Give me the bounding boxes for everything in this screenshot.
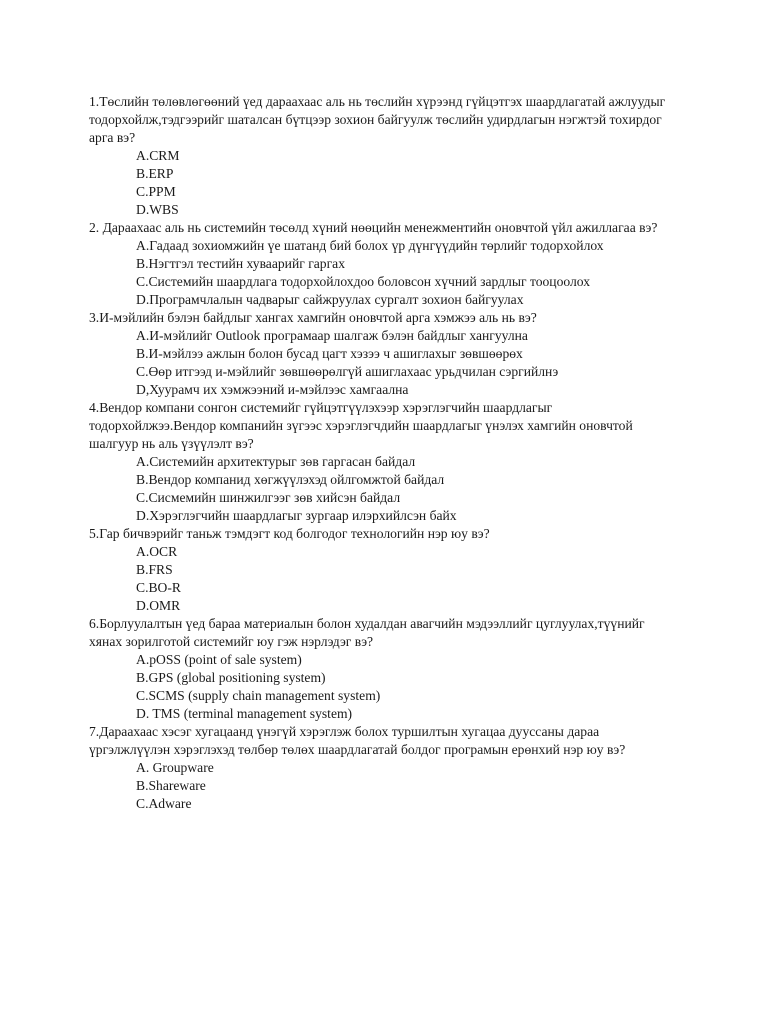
option-a: A.И-мэйлийг Outlook програмаар шалгаж бэлэн байдлыг хангуулна <box>136 328 528 343</box>
question-text: 4.Вендор компани сонгон системийг гүйцэтгүүлэхээр хэрэглэгчийн шаардлагыг тодорхойлжээ.Вендор компанийн зүгээс хэрэглэгчдийн шаардлагыг үнэлэх хамгийн оновчтой шалгуур нь аль үзүүлэлт вэ? <box>89 400 633 451</box>
option-d: D. TMS (terminal management system) <box>136 706 353 721</box>
question-1 <box>89 93 679 219</box>
option-c: C.SCMS (supply chain management system) <box>136 688 381 703</box>
question-text: 3.И-мэйлийн бэлэн байдлыг хангах хамгийн оновчтой арга хэмжээ аль нь вэ? <box>89 310 537 325</box>
option-b: B.Нэгтгэл тестийн хуваарийг гаргах <box>136 256 346 271</box>
question-text: 7.Дараахаас хэсэг хугацаанд үнэгүй хэрэглэж болох туршилтын хугацаа дууссаны дараа үргэлжлүүлэн хэрэглэхэд төлбөр төлөх шаардлагатай болдог програмын ерөнхий нэр юу вэ? <box>89 724 626 757</box>
option-b: B.ERP <box>136 166 174 181</box>
question-text: 6.Борлуулалтын үед бараа материалын болон худалдан авагчийн мэдээллийг цуглуулах,түүнийг хянах зорилготой системийг юу гэж нэрлэдэг вэ? <box>89 616 645 649</box>
option-a: A.pOSS (point of sale system) <box>136 652 302 667</box>
question-4 <box>89 399 679 525</box>
option-c: C.Adware <box>136 796 192 811</box>
option-d: D.WBS <box>136 202 179 217</box>
option-d: D,Хуурамч их хэмжээний и-мэйлээс хамгаална <box>136 382 409 397</box>
question-3 <box>89 309 679 399</box>
option-c: C.Системийн шаардлага тодорхойлохдоо боловсон хүчний зардлыг тооцоолох <box>136 274 591 289</box>
option-d: D.OMR <box>136 598 181 613</box>
option-b: B.И-мэйлээ ажлын болон бусад цагт хэзээ ч ашиглахыг зөвшөөрөх <box>136 346 523 361</box>
option-c: C.Өөр итгээд и-мэйлийг зөвшөөрөлгүй ашиглахаас урьдчилан сэргийлнэ <box>136 364 559 379</box>
option-a: A. Groupware <box>136 760 214 775</box>
question-6 <box>89 615 679 723</box>
question-7 <box>89 723 679 813</box>
question-5 <box>89 525 679 615</box>
quiz-content <box>89 93 679 813</box>
option-list <box>89 651 679 723</box>
option-b: B.FRS <box>136 562 173 577</box>
option-b: B.GPS (global positioning system) <box>136 670 326 685</box>
option-list <box>89 543 679 615</box>
option-c: C.BO-R <box>136 580 181 595</box>
option-a: A.CRM <box>136 148 180 163</box>
option-list <box>89 237 679 309</box>
option-a: A.OCR <box>136 544 178 559</box>
question-text: 1.Төслийн төлөвлөгөөний үед дараахаас аль нь төслийн хүрээнд гүйцэтгэх шаардлагатай ажлуудыг тодорхойлж,тэдгээрийг шаталсан бүтцээр зохион байгуулж төслийн удирдлагын нэгжтэй тохирдог арга вэ? <box>89 94 666 145</box>
option-c: C.Сисмемийн шинжилгээг зөв хийсэн байдал <box>136 490 401 505</box>
option-list <box>89 453 679 525</box>
option-d: D.Хэрэглэгчийн шаардлагыг зургаар илэрхийлсэн байх <box>136 508 457 523</box>
option-list <box>89 759 679 813</box>
option-list <box>89 147 679 219</box>
option-a: A.Гадаад зохиомжийн үе шатанд бий болох үр дүнгүүдийн төрлийг тодорхойлох <box>136 238 604 253</box>
question-text: 5.Гар бичвэрийг таньж тэмдэгт код болгодог технологийн нэр юу вэ? <box>89 526 490 541</box>
option-a: A.Системийн архитектурыг зөв гаргасан байдал <box>136 454 416 469</box>
option-b: B.Вендор компанид хөгжүүлэхэд ойлгомжтой байдал <box>136 472 445 487</box>
option-c: C.PPM <box>136 184 176 199</box>
option-list <box>89 327 679 399</box>
option-b: B.Shareware <box>136 778 206 793</box>
question-2 <box>89 219 679 309</box>
question-text: 2. Дараахаас аль нь системийн төсөлд хүний нөөцийн менежментийн оновчтой үйл ажиллагаа вэ? <box>89 220 658 235</box>
option-d: D.Програмчлалын чадварыг сайжруулах сургалт зохион байгуулах <box>136 292 524 307</box>
